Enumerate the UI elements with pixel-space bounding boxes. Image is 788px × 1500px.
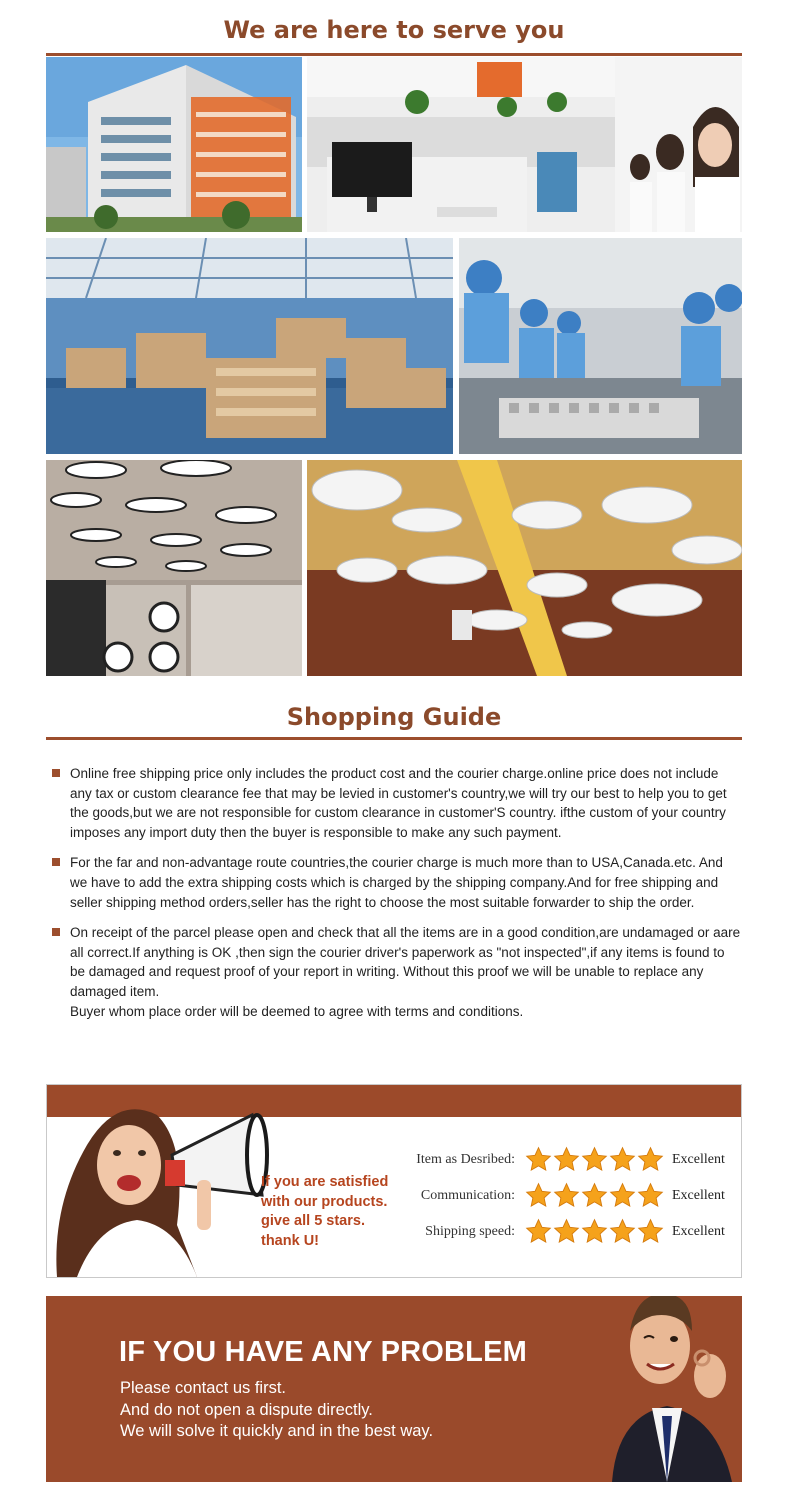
showroom-lamps-photo xyxy=(307,460,742,676)
office-desks-photo xyxy=(307,57,615,232)
star-icon xyxy=(553,1182,580,1209)
plea-line: give all 5 stars. xyxy=(261,1213,365,1229)
guide-item xyxy=(52,923,742,1021)
star-icon xyxy=(637,1218,664,1245)
rating-value: Excellent xyxy=(672,1152,725,1167)
star-icon xyxy=(553,1218,580,1245)
contact-banner xyxy=(46,1296,742,1482)
office-building-photo xyxy=(46,57,302,232)
star-rating xyxy=(525,1218,665,1248)
bullet-square-icon xyxy=(52,858,60,866)
rating-row-item-described xyxy=(397,1146,737,1176)
warehouse-photo xyxy=(46,238,453,454)
star-icon xyxy=(581,1218,608,1245)
terms-agreement-text: Buyer whom place order will be deemed to agree with terms and conditions. xyxy=(70,1003,524,1019)
star-icon xyxy=(525,1182,552,1209)
shopping-guide-title: Shopping Guide xyxy=(286,703,502,731)
problem-heading: IF YOU HAVE ANY PROBLEM xyxy=(119,1336,527,1368)
star-rating xyxy=(525,1146,665,1176)
plea-line: thank U! xyxy=(261,1232,319,1249)
star-icon xyxy=(637,1146,664,1173)
page-title: We are here to serve you xyxy=(223,16,565,44)
star-rating xyxy=(525,1182,665,1212)
plea-line: with our products. xyxy=(261,1193,388,1210)
ceiling-lights-photo xyxy=(46,460,302,676)
guide-item-text: On receipt of the parcel please open and check that all the items are in a good condition,are undamaged or aare all correct.If anything is OK ,then sign the courier driver's paperwork as "not inspected",if any items is found to be damaged and request proof of your report in writing. Without this proof we will be unable to replace any damaged item. xyxy=(70,925,741,999)
rating-label: Shipping speed: xyxy=(425,1224,515,1239)
star-icon xyxy=(581,1146,608,1173)
problem-line: Please contact us first. xyxy=(120,1379,286,1397)
star-icon xyxy=(525,1218,552,1245)
rating-label: Communication: xyxy=(420,1188,515,1203)
woman-megaphone-illustration xyxy=(47,1085,277,1277)
guide-item-text: For the far and non-advantage route countries,the courier charge is much more than to USA,Canada.etc. And we have to add the extra shipping costs which is charged by the shipping company.And for free shipping and seller shipping method orders,seller has the right to choose the most suitable forwarder to ship the order. xyxy=(70,855,723,910)
rating-value: Excellent xyxy=(672,1224,725,1239)
guide-item xyxy=(52,853,742,912)
star-icon xyxy=(525,1146,552,1173)
star-icon xyxy=(637,1182,664,1209)
rating-row-communication xyxy=(397,1182,737,1212)
plea-line: If you are satisfied xyxy=(261,1174,389,1190)
star-icon xyxy=(581,1182,608,1209)
shopping-guide-list xyxy=(52,764,742,1032)
guide-item-text: Online free shipping price only includes the product cost and the courier charge.online price does not include any tax or custom clearance fee that may be levied in customer's country,we will try our best to help you to get the goods,but we are not responsible for custom clearance in customer'S country. ifthe custom of your country imposes any import duty then the buyer is responsible to make any such payment. xyxy=(70,766,727,840)
rating-value: Excellent xyxy=(672,1188,725,1203)
problem-message xyxy=(120,1378,433,1443)
star-icon xyxy=(609,1146,636,1173)
call-center-photo xyxy=(615,57,742,232)
guide-item xyxy=(52,764,742,842)
star-icon xyxy=(609,1218,636,1245)
guide-divider xyxy=(46,737,742,740)
rating-row-shipping-speed xyxy=(397,1218,737,1248)
winking-man-illustration xyxy=(592,1296,742,1482)
star-icon xyxy=(553,1146,580,1173)
bullet-square-icon xyxy=(52,769,60,777)
title-divider xyxy=(46,53,742,56)
assembly-workers-photo xyxy=(459,238,742,454)
bullet-square-icon xyxy=(52,928,60,936)
problem-line: We will solve it quickly and in the best way. xyxy=(120,1422,434,1440)
feedback-banner xyxy=(46,1084,742,1278)
problem-line: And do not open a dispute directly. xyxy=(120,1400,373,1419)
star-icon xyxy=(609,1182,636,1209)
rating-label: Item as Desribed: xyxy=(416,1152,515,1167)
